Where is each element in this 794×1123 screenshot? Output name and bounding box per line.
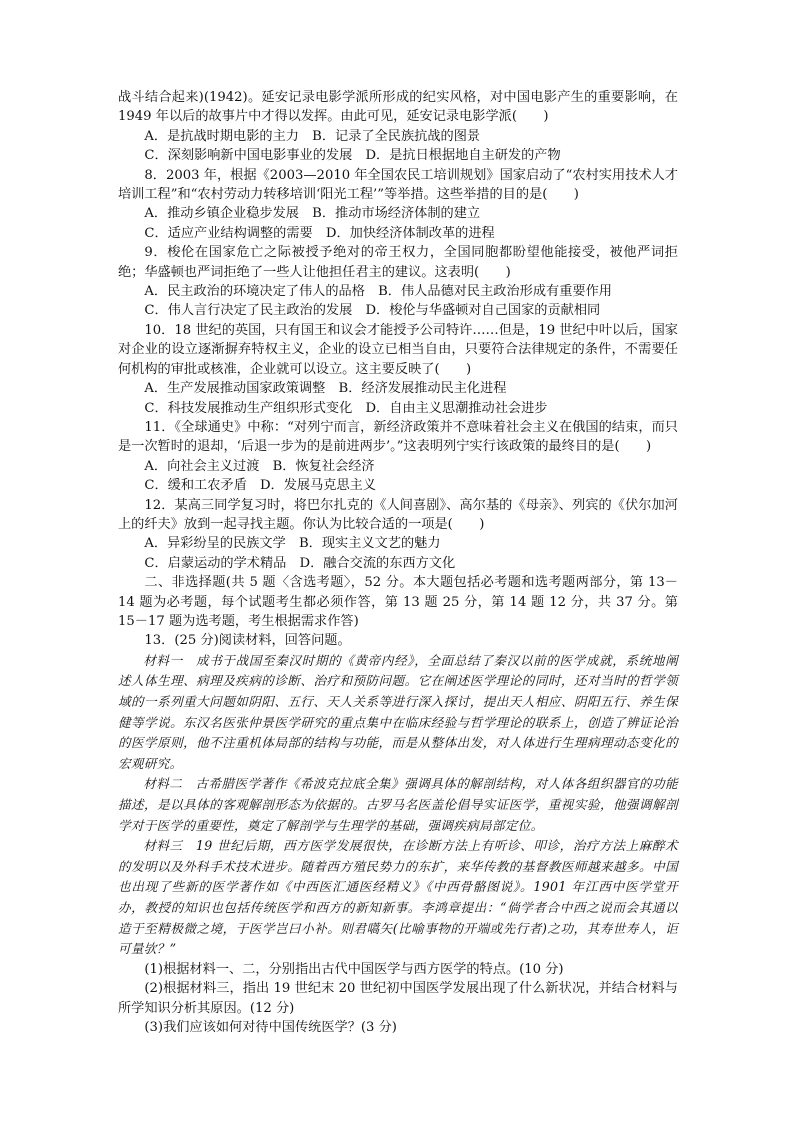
q10-stem: 10．18 世纪的英国，只有国王和议会才能授予公司特许……但是，19 世纪中叶以后，国家对企业的设立逐渐摒弃特权主义，企业的设立已相当自由，只要符合法律规定的条件，不需要任何机构的审批或核准，企业就可以设立。这主要反映了( ) [118,322,678,377]
material-one: 材料一 成书于战国至秦汉时期的《黄帝内经》，全面总结了秦汉以前的医学成就，系统地阐述人体生理、病理及疾病的诊断、治疗和预防问题。它在阐述医学理论的同时，还对当时的哲学领域的一系列重大问题如阴阳、五行、天人关系等进行深入探讨，提出天人相应、阴阳五行、养生保健等学说。东汉名医张仲景医学研究的重点集中在临床经验与哲学理论的联系上，创造了辨证论治的医学原则，他不注重机体局部的结构与功能，而是从整体出发，对人体进行生理病理动态变化的宏观研究。 [118,652,678,771]
q9-stem: 9．梭伦在国家危亡之际被授予绝对的帝王权力，全国同胞都盼望他能接受，被他严词拒绝；华盛顿也严词拒绝了一些人让他担任君主的建议。这表明( ) [118,245,678,280]
q11-stem: 11．《全球通史》中称：“对列宁而言，新经济政策并不意味着社会主义在俄国的结束，而只是一次暂时的退却，‘后退一步为的是前进两步’。”这表明列宁实行该政策的最终目的是( ) [118,419,678,455]
q13-sub2: (2)根据材料三，指出 19 世纪末 20 世纪初中国医学发展出现了什么新状况，并结合材料与所学知识分析其原因。(12 分) [118,981,678,1016]
q7-options-cd: C．深刻影响新中国电影事业的发展 D．是抗日根据地自主研发的产物 [144,148,561,164]
q13-sub3: (3)我们应该如何对待中国传统医学？(3 分) [144,1019,397,1035]
q11-options-ab: A．向社会主义过渡 B．恢复社会经济 [144,458,375,474]
q12-options-cd: C．启蒙运动的学术精品 D．融合交流的东西方文化 [144,555,456,571]
q10-options-cd: C．科技发展推动生产组织形式变化 D．自由主义思潮推动社会进步 [144,400,548,416]
q7-options-ab: A．是抗战时期电影的主力 B．记录了全民族抗战的图景 [144,128,481,144]
q8-options-ab: A．推动乡镇企业稳步发展 B．推动市场经济体制的建立 [144,206,481,222]
q13-sub1: (1)根据材料一、二，分别指出古代中国医学与西方医学的特点。(10 分) [144,961,564,977]
q10-options-ab: A．生产发展推动国家政策调整 B．经济发展推动民主化进程 [144,381,507,397]
material-three: 材料三 19 世纪后期，西方医学发展很快，在诊断方法上有听诊、叩诊，治疗方法上麻醉术的发明以及外科手术技术进步。随着西方殖民势力的东扩，来华传教的基督教医师越来越多。中国也出现了些新的医学著作如《中西医汇通医经精义》《中西骨骼图说》。1901 年江西中医学堂开办，教授的知识也包括传统医学和西方的新知新事。李鸿章提出：“倘学者合中西之说而会其通以造于至精极微之境，于医学岂曰小补。则君嚆矢(比喻事物的开端或先行者)之功，其寿世寿人，讵可量欤？” [118,838,678,957]
material-two: 材料二 古希腊医学著作《希波克拉底全集》强调具体的解剖结构，对人体各组织器官的功能描述，是以具体的客观解剖形态为依据的。古罗马名医盖伦倡导实证医学，重视实验，他强调解剖学对于医学的重要性，奠定了解剖学与生理学的基础，强调疾病局部定位。 [118,776,678,833]
part-two-heading: 二、非选择题(共 5 题〈含选考题〉，52 分。本大题包括必考题和选考题两部分，第 13－14 题为必考题，每个试题考生都必须作答，第 13 题 25 分，第 14 题 12 分，共 37 分。第 15－17 题为选考题，考生根据需求作答) [118,575,678,629]
q8-options-cd: C．适应产业结构调整的需要 D．加快经济体制改革的进程 [144,225,495,241]
exam-page [118,88,678,1037]
q9-options-ab: A．民主政治的环境决定了伟人的品格 B．伟人品德对民主政治形成有重要作用 [144,284,612,300]
q7-stem-tail: 战斗结合起来)(1942)。延安记录电影学派所形成的纪实风格，对中国电影产生的重要影响，在 1949 年以后的故事片中才得以发挥。由此可见，延安记录电影学派( ) [118,90,678,125]
q8-stem: 8．2003 年，根据《2003—2010 年全国农民工培训规划》国家启动了“农村实用技术人才培训工程”和“农村劳动力转移培训‘阳光工程’”等举措。这些举措的目的是( ) [118,167,678,203]
q13-stem: 13．(25 分)阅读材料，回答问题。 [144,633,351,649]
q12-stem: 12．某高三同学复习时，将巴尔扎克的《人间喜剧》、高尔基的《母亲》、列宾的《伏尔加河上的纤夫》放到一起寻找主题。你认为比较合适的一项是( ) [118,497,678,532]
q9-options-cd: C．伟人言行决定了民主政治的发展 D．梭伦与华盛顿对自己国家的贡献相同 [144,303,601,319]
q12-options-ab: A．异彩纷呈的民族文学 B．现实主义文艺的魅力 [144,536,441,552]
q11-options-cd: C．缓和工农矛盾 D．发展马克思主义 [144,478,377,494]
